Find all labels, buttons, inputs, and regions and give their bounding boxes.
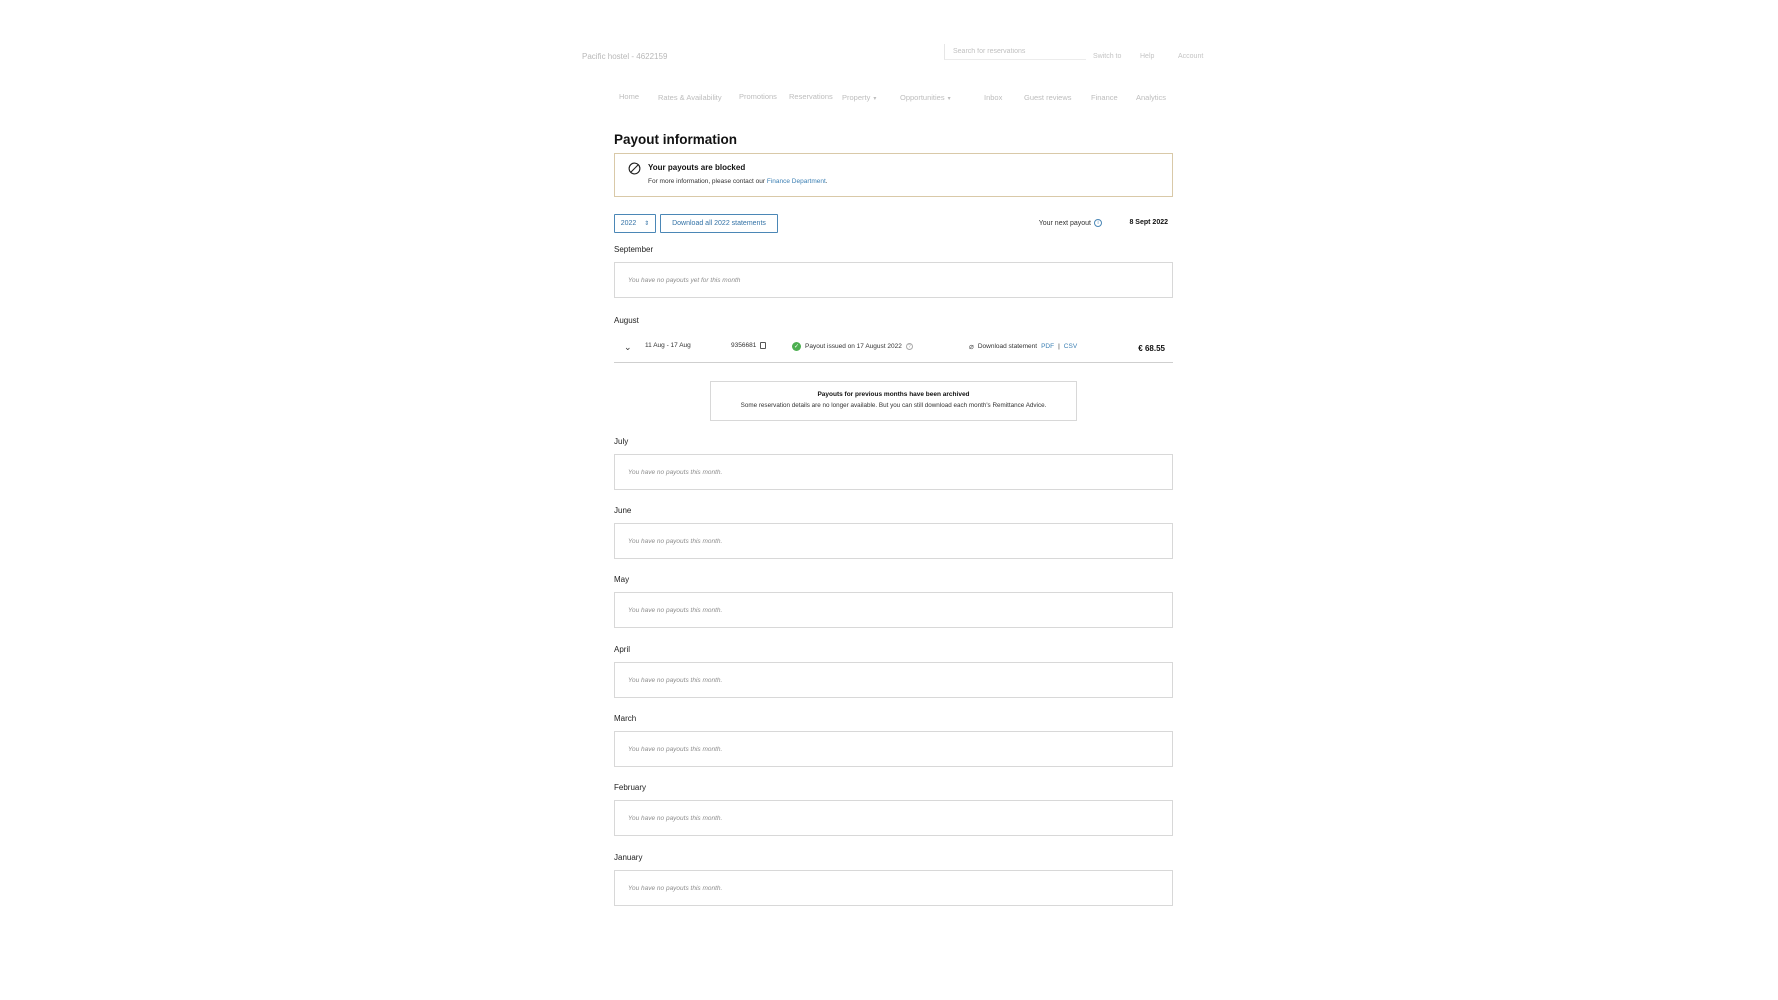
nav-opportunities[interactable] (900, 93, 951, 102)
chevron-down-icon: ▾ (873, 96, 877, 102)
nav-reservations-label: Reservations (789, 92, 833, 101)
payouts-blocked-alert (614, 153, 1173, 197)
next-payout-label-wrap (1039, 219, 1102, 227)
download-statement-label: Download statement (977, 343, 1038, 350)
empty-message: You have no payouts yet for this month (628, 277, 741, 284)
archive-notice (710, 381, 1077, 421)
check-circle-icon: ✓ (793, 344, 800, 350)
payout-row[interactable] (614, 336, 1173, 363)
empty-message: You have no payouts this month. (628, 885, 723, 892)
month-box-april (614, 662, 1173, 698)
csv-link[interactable]: CSV (1063, 343, 1078, 350)
account-link[interactable]: Account (1178, 53, 1204, 60)
nav-property[interactable] (842, 93, 876, 102)
payout-period: 11 Aug - 17 Aug (645, 342, 691, 349)
sort-icon: ⇕ (644, 221, 650, 227)
month-box-may (614, 592, 1173, 628)
month-box-march (614, 731, 1173, 767)
chevron-down-icon: ⌄ (624, 342, 632, 352)
alert-text-end: . (825, 178, 828, 185)
month-label-may: May (614, 575, 630, 584)
next-payout-date: 8 Sept 2022 (1129, 219, 1168, 226)
nav-inbox[interactable] (984, 93, 1002, 102)
empty-message: You have no payouts this month. (628, 815, 723, 822)
download-all-button[interactable]: Download all 2022 statements (660, 214, 778, 233)
archive-text: Some reservation details are no longer available. But you can still download each month's Remittance Advice. (740, 402, 1047, 409)
search-box[interactable] (944, 44, 1086, 60)
alert-text (648, 178, 828, 185)
month-box-february (614, 800, 1173, 836)
reference-number: 9356681 (731, 342, 757, 349)
nav-promotions[interactable] (739, 92, 777, 101)
year-select[interactable] (614, 214, 656, 233)
nav-analytics-label: Analytics (1136, 93, 1167, 102)
archive-title: Payouts for previous months have been archived (817, 391, 970, 398)
nav-rates[interactable] (658, 93, 722, 102)
help-link[interactable]: Help (1140, 53, 1155, 60)
nav-finance-label: Finance (1091, 93, 1118, 102)
expand-toggle[interactable] (624, 342, 632, 353)
month-label-june: June (614, 506, 632, 515)
empty-message: You have no payouts this month. (628, 607, 723, 614)
nav-finance[interactable] (1091, 93, 1118, 102)
month-label-march: March (614, 714, 637, 723)
month-box-january (614, 870, 1173, 906)
blocked-icon (628, 162, 641, 175)
paperclip-icon: ⌀ (969, 342, 974, 351)
month-box-june (614, 523, 1173, 559)
month-label-january: January (614, 853, 643, 862)
nav-inbox-label: Inbox (984, 93, 1003, 102)
nav-property-label: Property (842, 93, 871, 102)
nav-rates-label: Rates & Availability (658, 93, 722, 102)
nav-opportunities-label: Opportunities (900, 93, 945, 102)
nav-promotions-label: Promotions (739, 92, 777, 101)
empty-message: You have no payouts this month. (628, 469, 723, 476)
nav-home[interactable] (619, 92, 639, 101)
month-label-september: September (614, 245, 654, 254)
year-select-value: 2022 (620, 220, 637, 227)
switch-to-link[interactable]: Switch to (1093, 53, 1122, 60)
month-label-april: April (614, 645, 631, 654)
payout-amount: € 68.55 (1138, 344, 1165, 353)
search-input[interactable] (953, 48, 1086, 55)
empty-message: You have no payouts this month. (628, 746, 723, 753)
next-payout-label: Your next payout (1038, 219, 1091, 227)
property-name[interactable]: Pacific hostel - 4622159 (582, 52, 668, 61)
month-label-august: August (614, 316, 639, 325)
alert-text-body: For more information, please contact our (648, 178, 766, 185)
empty-message: You have no payouts this month. (628, 677, 723, 684)
payout-reference (731, 342, 766, 349)
payout-status-text: Payout issued on 17 August 2022 (805, 343, 902, 350)
statement-controls (614, 214, 1173, 233)
nav-home-label: Home (619, 92, 640, 101)
nav-analytics[interactable] (1136, 93, 1166, 102)
month-box-july (614, 454, 1173, 490)
copy-icon[interactable] (760, 342, 766, 349)
chevron-down-icon: ▾ (947, 96, 951, 102)
pdf-link[interactable]: PDF (1041, 343, 1055, 350)
link-separator: | (1058, 343, 1060, 350)
empty-message: You have no payouts this month. (628, 538, 723, 545)
main-nav (0, 92, 1778, 106)
payout-status (792, 342, 913, 351)
page-title: Payout information (614, 132, 738, 147)
finance-department-link[interactable]: Finance Department (766, 178, 826, 185)
nav-guest-reviews[interactable] (1024, 93, 1072, 102)
download-statement (969, 342, 1077, 351)
month-box-september (614, 262, 1173, 298)
nav-guest-reviews-label: Guest reviews (1024, 93, 1072, 102)
help-icon[interactable]: ? (906, 343, 913, 350)
month-label-february: February (614, 783, 647, 792)
alert-title: Your payouts are blocked (648, 163, 746, 172)
info-icon[interactable]: i (1094, 219, 1102, 227)
nav-reservations[interactable] (789, 92, 833, 101)
month-label-july: July (614, 437, 629, 446)
